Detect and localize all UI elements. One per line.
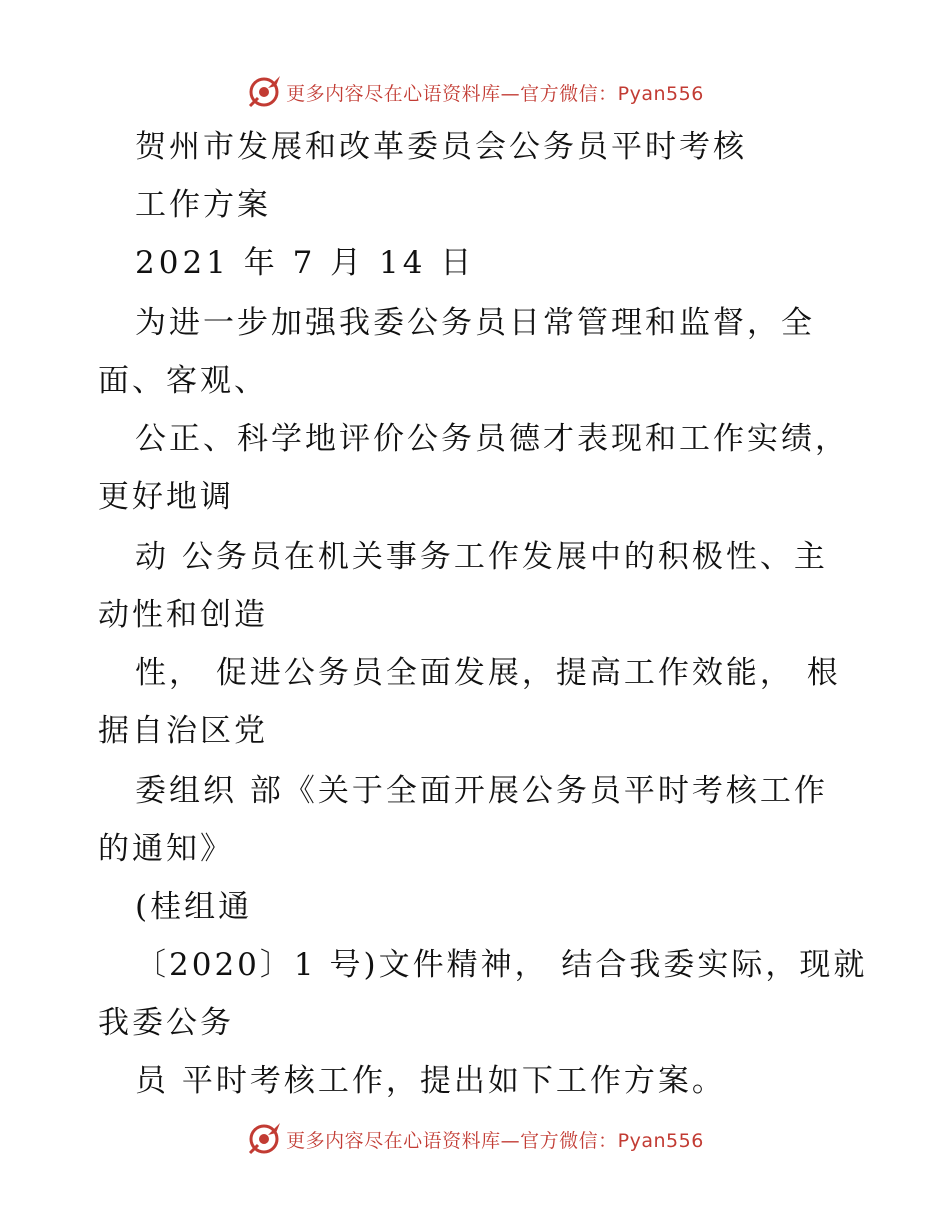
paragraph-line: 动性和创造 xyxy=(98,597,268,633)
paragraph-line: 动 公务员在机关事务工作发展中的积极性、主 xyxy=(135,539,828,575)
paragraph-line: 员 平时考核工作，提出如下工作方案。 xyxy=(135,1063,726,1099)
paragraph-line: 据自治区党 xyxy=(98,713,268,749)
paragraph-line: 性， 促进公务员全面发展，提高工作效能， 根 xyxy=(135,655,841,691)
watermark-banner-top xyxy=(0,72,950,112)
document-title-line-2: 工作方案 xyxy=(135,187,271,223)
paragraph-line: 〔2020〕1 号)文件精神， 结合我委实际，现就 xyxy=(135,947,868,983)
paragraph-line: 的通知》 xyxy=(98,831,234,867)
paragraph-line: (桂组通 xyxy=(135,889,253,925)
paragraph-line: 委组织 部《关于全面开展公务员平时考核工作 xyxy=(135,773,828,809)
document-date: 2021 年 7 月 14 日 xyxy=(135,245,476,281)
watermark-text: 更多内容尽在心语资料库—官方微信：Pyan556 xyxy=(286,1129,704,1152)
quill-pen-seal-icon xyxy=(246,1121,282,1157)
paragraph-line: 我委公务 xyxy=(98,1005,234,1041)
quill-pen-seal-icon xyxy=(246,74,282,110)
paragraph-line: 为进一步加强我委公务员日常管理和监督，全 xyxy=(135,305,815,341)
watermark-banner-bottom xyxy=(0,1119,950,1159)
paragraph-line: 更好地调 xyxy=(98,479,234,515)
document-title-line-1: 贺州市发展和改革委员会公务员平时考核 xyxy=(135,129,747,165)
paragraph-line: 面、客观、 xyxy=(98,363,268,399)
paragraph-line: 公正、科学地评价公务员德才表现和工作实绩， xyxy=(135,421,849,457)
watermark-text: 更多内容尽在心语资料库—官方微信：Pyan556 xyxy=(286,82,704,105)
